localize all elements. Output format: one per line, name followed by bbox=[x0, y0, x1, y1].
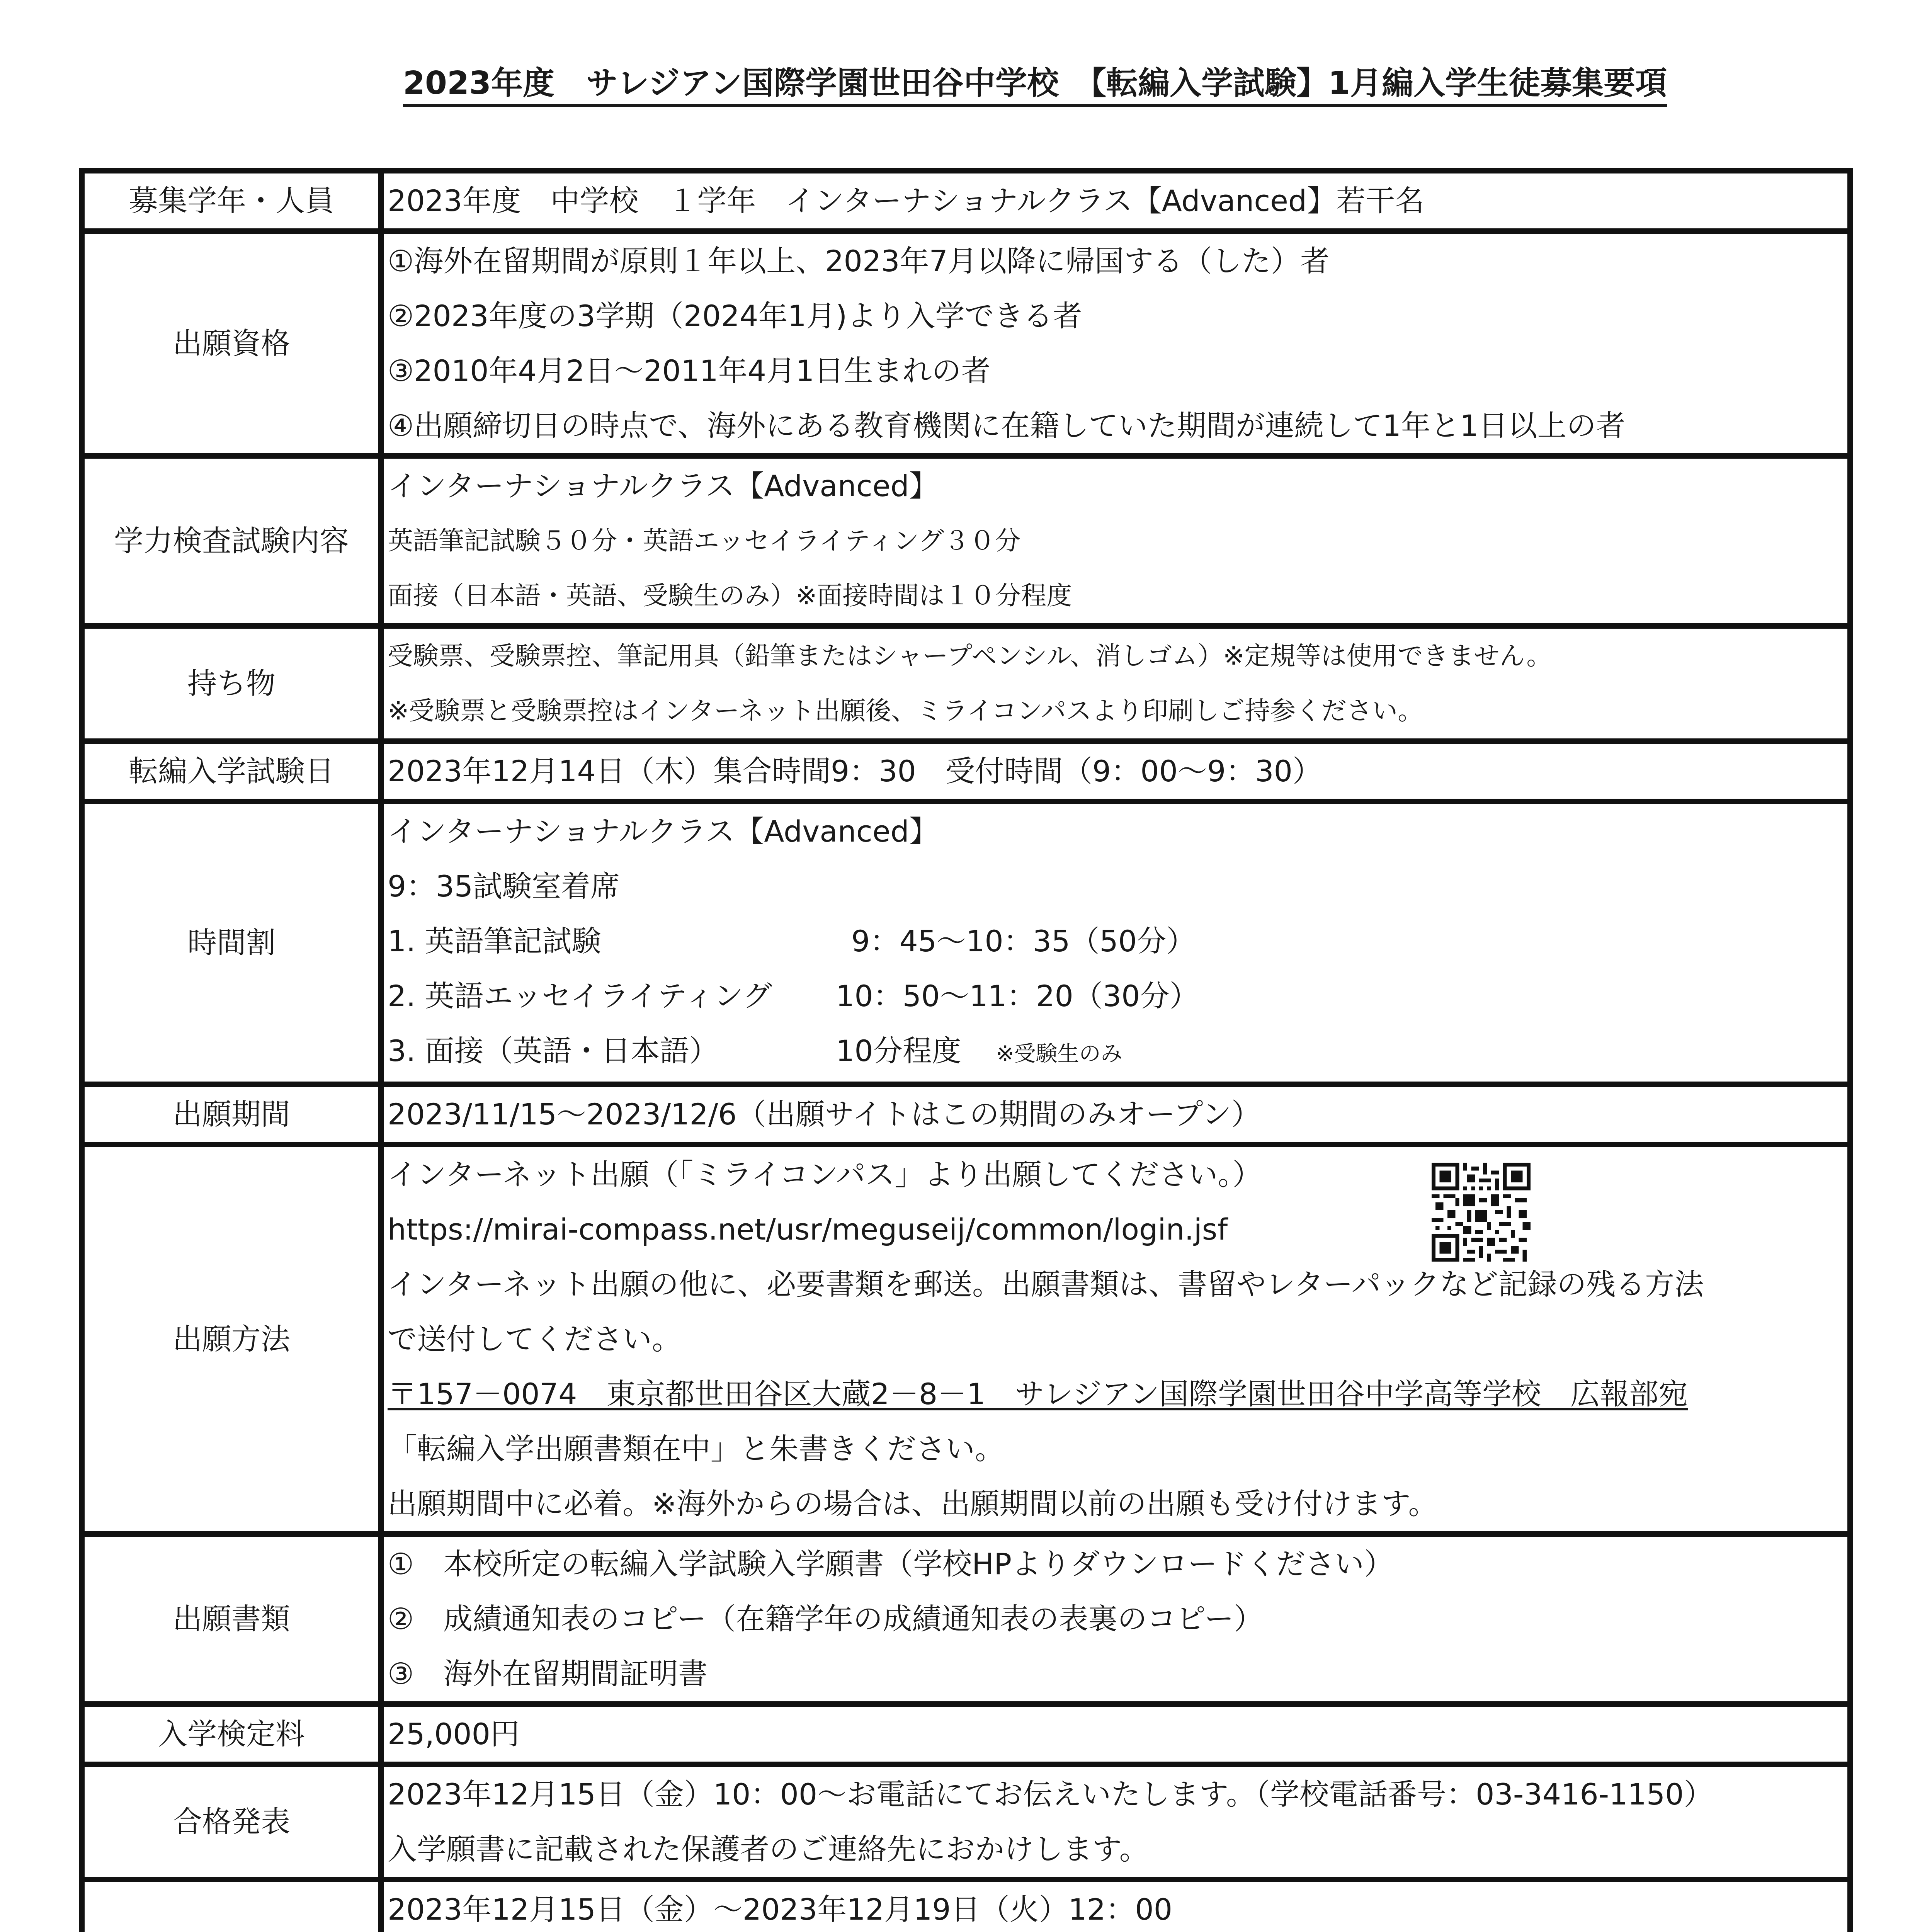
row-fee bbox=[82, 1704, 1850, 1764]
content-line: 英語筆記試験５０分・英語エッセイライティング３０分 bbox=[388, 526, 1021, 556]
content-line: 面接（日本語・英語、受験生のみ）※面接時間は１０分程度 bbox=[388, 581, 1072, 611]
row-content bbox=[381, 741, 1850, 801]
content-line: ③2010年4月2日～2011年4月1日生まれの者 bbox=[388, 354, 991, 388]
content-line: ②2023年度の3学期（2024年1月)より入学できる者 bbox=[388, 299, 1082, 333]
schedule-item-name: 3. 面接（英語・日本語） bbox=[388, 1034, 719, 1068]
content-line: 2023/11/15～2023/12/6（出願サイトはこの期間のみオープン） bbox=[388, 1097, 1261, 1131]
content-line: ① 本校所定の転編入学試験入学願書（学校HPよりダウンロードください） bbox=[388, 1547, 1394, 1581]
content-line: 25,000円 bbox=[388, 1717, 520, 1751]
row-exam-date bbox=[82, 741, 1850, 801]
content-line: 受験票、受験票控、筆記用具（鉛筆またはシャープペンシル、消しゴム）※定規等は使用できません。 bbox=[388, 641, 1552, 671]
schedule-item-name: 1. 英語筆記試験 bbox=[388, 924, 601, 958]
content-line: インターネット出願の他に、必要書類を郵送。出願書類は、書留やレターパックなど記録の残る方法 bbox=[388, 1267, 1704, 1301]
row-content bbox=[381, 1084, 1850, 1145]
content-line: インターナショナルクラス【Advanced】 bbox=[388, 469, 939, 503]
row-exam-content bbox=[82, 456, 1850, 626]
mailing-address bbox=[388, 1367, 1844, 1422]
row-label: 転編入学試験日 bbox=[82, 741, 381, 801]
schedule-item bbox=[388, 969, 1844, 1024]
row-label bbox=[82, 1879, 381, 1932]
row-application-method bbox=[82, 1145, 1850, 1534]
schedule-item bbox=[388, 1024, 1844, 1082]
row-content bbox=[381, 1704, 1850, 1764]
row-label: 出願資格 bbox=[82, 231, 381, 456]
content-line: ③ 海外在留期間証明書 bbox=[388, 1656, 708, 1691]
mailing-address-text: 〒157－0074 東京都世田谷区大蔵2－8－1 サレジアン国際学園世田谷中学高等学校 広報部宛 bbox=[388, 1377, 1688, 1411]
content-line: で送付してください。 bbox=[388, 1322, 681, 1356]
row-belongings bbox=[82, 626, 1850, 741]
row-label: 持ち物 bbox=[82, 626, 381, 741]
row-label: 出願方法 bbox=[82, 1145, 381, 1534]
row-label: 出願書類 bbox=[82, 1534, 381, 1704]
schedule-item bbox=[388, 914, 1844, 969]
row-schedule bbox=[82, 801, 1850, 1084]
row-content bbox=[381, 231, 1850, 456]
content-line: ※受験票と受験票控はインターネット出願後、ミライコンパスより印刷しご持参ください。 bbox=[388, 696, 1423, 726]
schedule-item-note: ※受験生のみ bbox=[996, 1041, 1122, 1066]
row-recruit bbox=[82, 171, 1850, 231]
application-url[interactable]: https://mirai-compass.net/usr/meguseij/common/login.jsf bbox=[388, 1212, 1228, 1247]
row-content bbox=[381, 1534, 1850, 1704]
content-line: 2023年度 中学校 １学年 インターナショナルクラス【Advanced】若干名 bbox=[388, 184, 1425, 218]
content-line: ①海外在留期間が原則１年以上、2023年7月以降に帰国する（した）者 bbox=[388, 244, 1330, 278]
row-label: 募集学年・人員 bbox=[82, 171, 381, 231]
schedule-item-time: 9：45～10：35（50分） bbox=[851, 924, 1196, 958]
row-documents bbox=[82, 1534, 1850, 1704]
content-line: 出願期間中に必着。※海外からの場合は、出願期間以前の出願も受け付けます。 bbox=[388, 1486, 1438, 1521]
row-content bbox=[381, 626, 1850, 741]
schedule-item-time: 10：50～11：20（30分） bbox=[836, 979, 1199, 1013]
content-line: 2023年12月15日（金）～2023年12月19日（火）12：00 bbox=[388, 1892, 1173, 1927]
schedule-item-time: 10分程度 bbox=[836, 1034, 961, 1068]
content-line: 「転編入学出願書類在中」と朱書きください。 bbox=[388, 1432, 1004, 1466]
row-label: 合格発表 bbox=[82, 1764, 381, 1879]
content-line: ② 成績通知表のコピー（在籍学年の成績通知表の表裏のコピー） bbox=[388, 1602, 1264, 1636]
row-label: 時間割 bbox=[82, 801, 381, 1084]
qr-code-icon bbox=[1432, 1163, 1531, 1262]
row-content bbox=[381, 1145, 1850, 1534]
content-line: 入学願書に記載された保護者のご連絡先におかけします。 bbox=[388, 1832, 1149, 1866]
row-content bbox=[381, 1764, 1850, 1879]
row-content bbox=[381, 1879, 1850, 1932]
row-label: 出願期間 bbox=[82, 1084, 381, 1145]
schedule-header: インターナショナルクラス【Advanced】 bbox=[388, 814, 939, 849]
page-title: 2023年度 サレジアン国際学園世田谷中学校 【転編入学試験】1月編入学生徒募集要項 bbox=[0, 58, 1932, 103]
row-content bbox=[381, 801, 1850, 1084]
row-content bbox=[381, 171, 1850, 231]
row-label: 入学検定料 bbox=[82, 1704, 381, 1764]
schedule-seat: 9：35試験室着席 bbox=[388, 869, 620, 903]
row-label: 学力検査試験内容 bbox=[82, 456, 381, 626]
requirements-table bbox=[79, 168, 1853, 1932]
row-results bbox=[82, 1764, 1850, 1879]
content-line: 2023年12月15日（金）10：00～お電話にてお伝えいたします。（学校電話番号：03-3416-1150） bbox=[388, 1777, 1713, 1811]
row-eligibility bbox=[82, 231, 1850, 456]
row-content bbox=[381, 456, 1850, 626]
content-line: ④出願締切日の時点で、海外にある教育機関に在籍していた期間が連続して1年と1日以上の者 bbox=[388, 408, 1626, 443]
row-application-period bbox=[82, 1084, 1850, 1145]
schedule-item-name: 2. 英語エッセイライティング bbox=[388, 979, 772, 1013]
content-line: 2023年12月14日（木）集合時間9：30 受付時間（9：00～9：30） bbox=[388, 754, 1322, 788]
content-line: インターネット出願（「ミライコンパス」より出願してください。） bbox=[388, 1157, 1262, 1192]
row-procedures bbox=[82, 1879, 1850, 1932]
